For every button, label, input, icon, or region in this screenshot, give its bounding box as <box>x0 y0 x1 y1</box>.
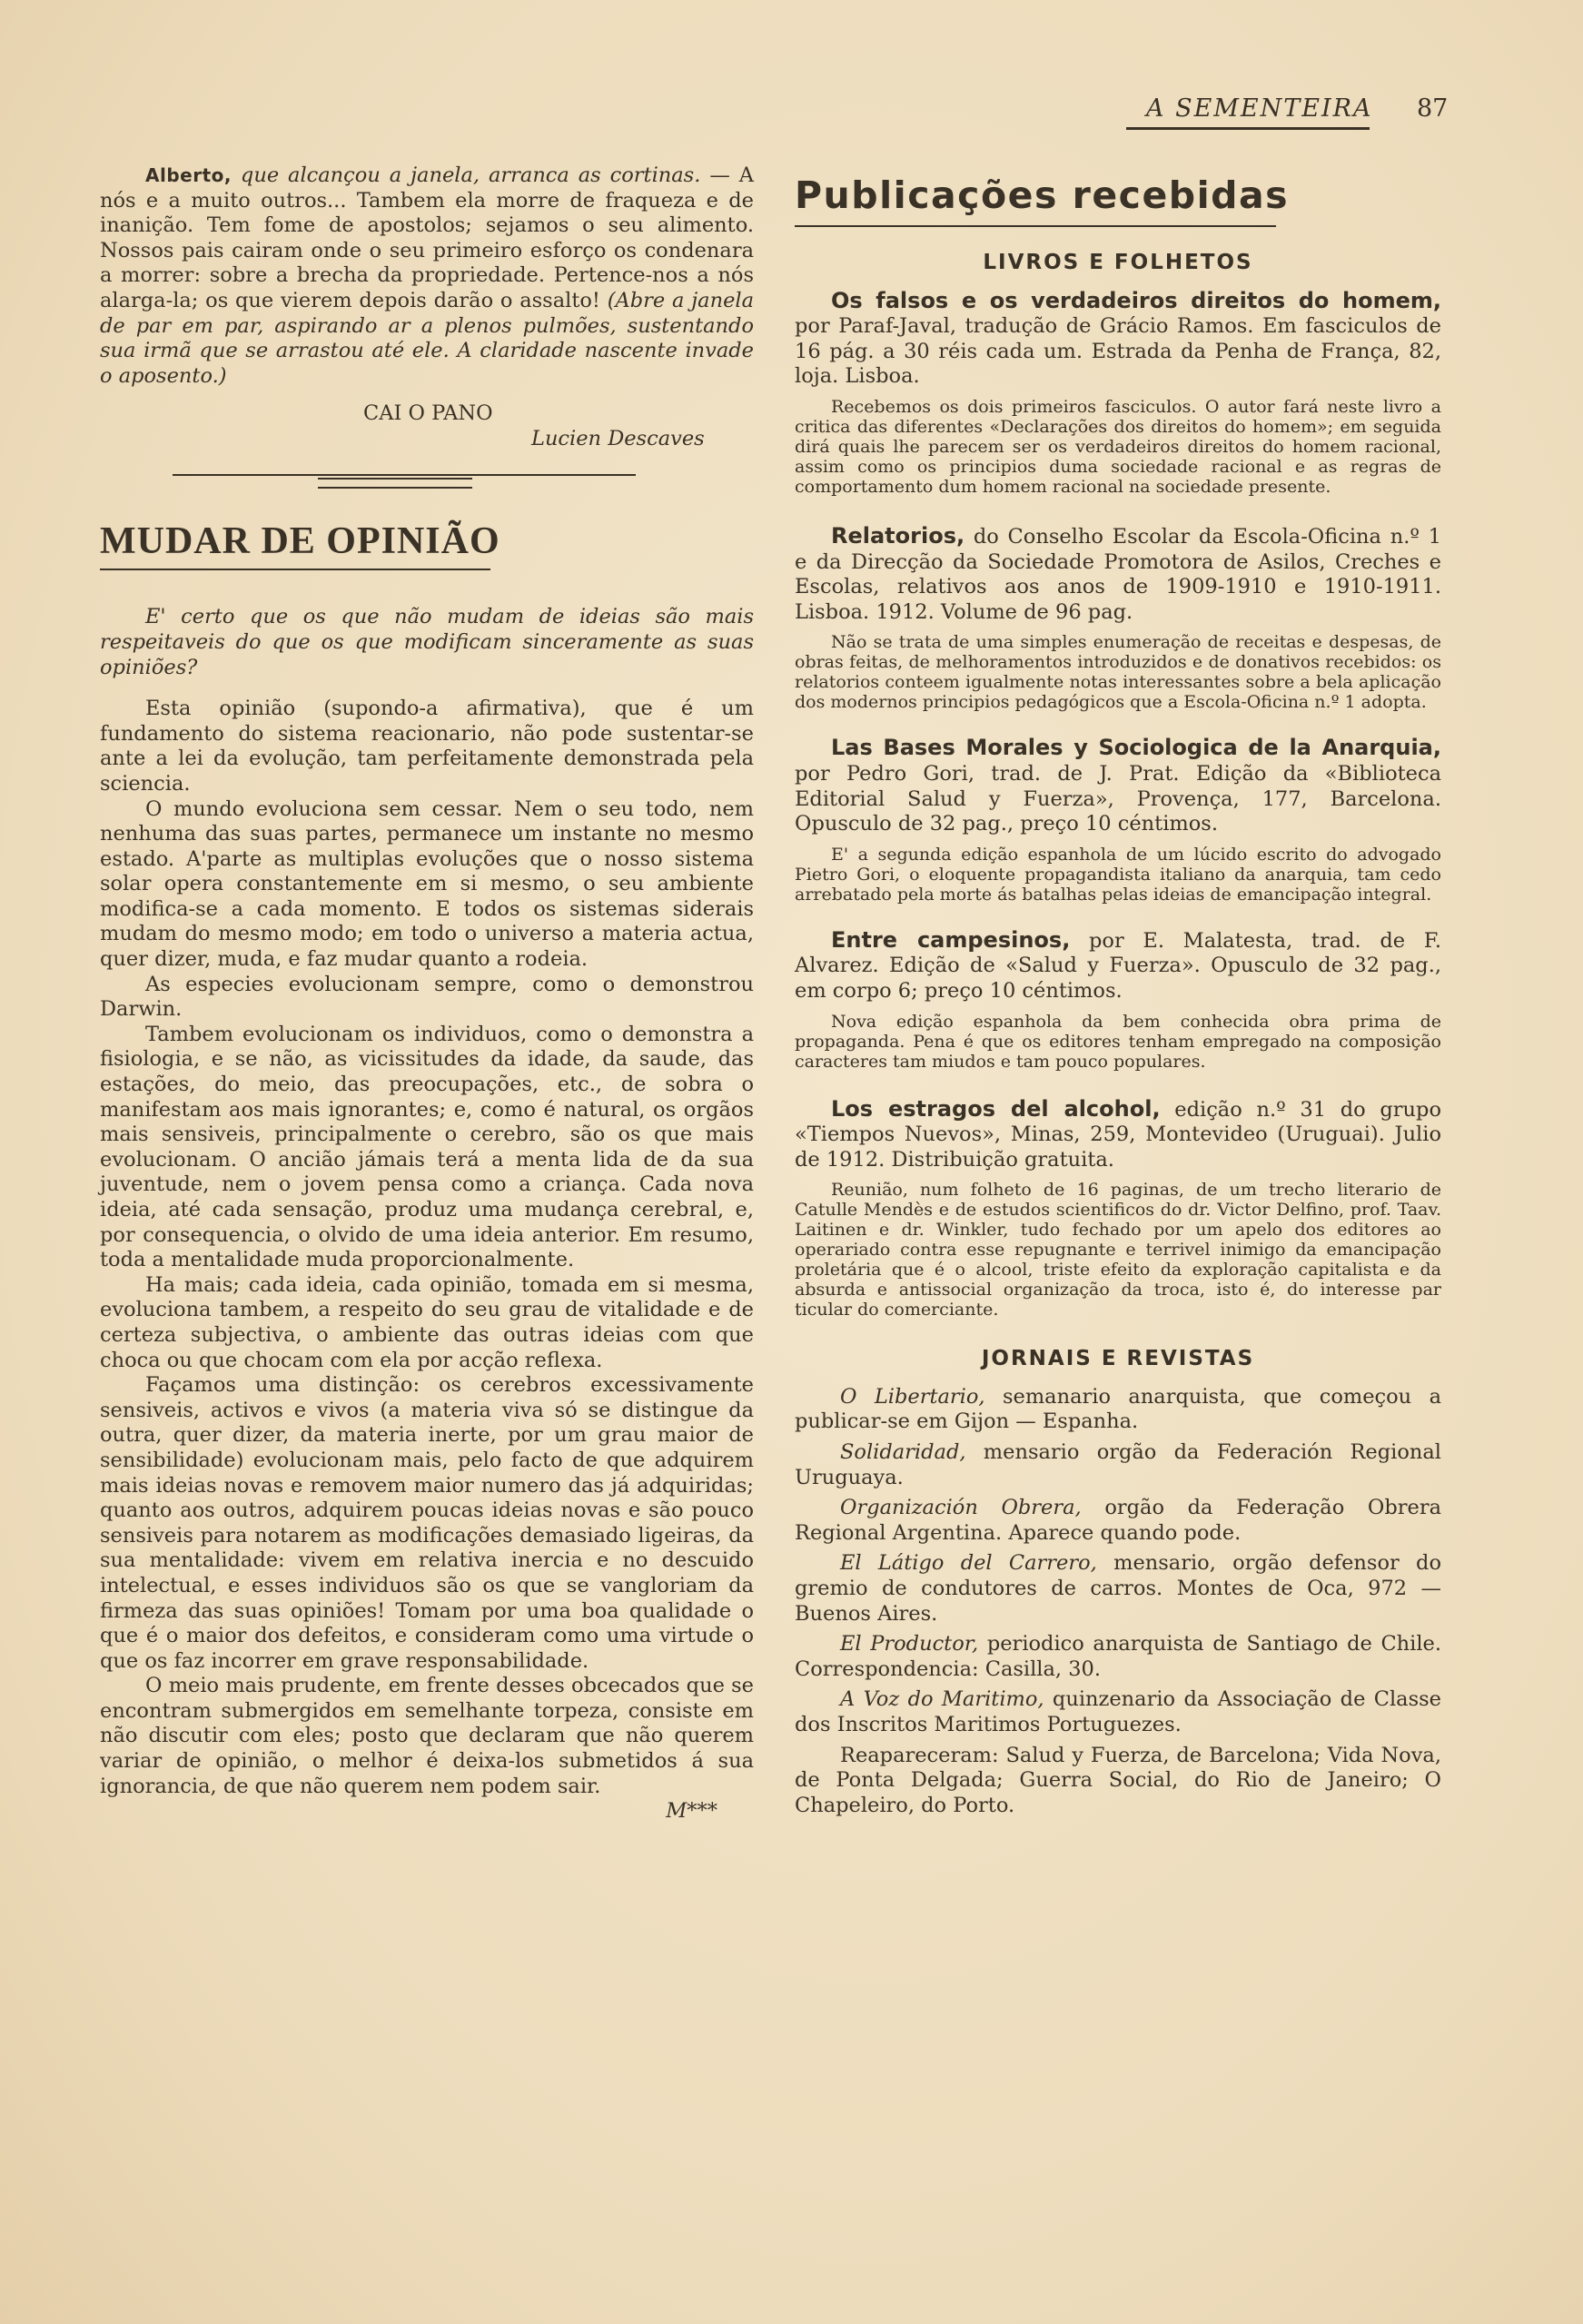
journal-item <box>795 1687 1441 1737</box>
paragraph: O mundo evoluciona sem cessar. Nem o seu todo, nem nenhuma das suas partes, permanece um instante no mesmo estado. A'parte as multiplas evoluções que o nosso sistema solar opera constantemente em si mesmo, o seu ambiente modifica-se a cada momento. E todos os sistemas siderais mudam do mesmo modo; em todo o universo a materia actua, quer dizer, muda, e faz mudar quanto a rodeia. <box>100 796 754 972</box>
entry-2 <box>795 736 1441 904</box>
curtain-falls: CAI O PANO <box>363 401 493 426</box>
journal-text: mensario, orgão defensor do gremio de condutores de carros. Montes de Oca, 972 — Buenos Aires. <box>795 1551 1441 1626</box>
article-title: MUDAR DE OPINIÃO <box>100 520 500 563</box>
page-number: 87 <box>1417 94 1449 123</box>
journal-name: A Voz do Maritimo, <box>840 1687 1044 1712</box>
paragraph: Façamos uma distinção: os cerebros excessivamente sensiveis, activos e vivos (a materia viva só se distingue da outra, quer dizer, da materia inerte, por um grau maior de sensibilidade) evolucionam mais, pelo facto de que adquirem mais ideias novas e removem maior numero das já adquiridas; quanto aos outros, adquirem poucas ideias novas e são pouco sensiveis para notarem as modificações demasiado ligeiras, da sua mentalidade: vivem em relativa inercia e no descuido intelectual, e esses individuos são os que se vangloriam da firmeza das suas opiniões! Tomam por uma boa qualidade o que é o maior dos defeitos, e consideram como uma virtude o que os faz incorrer em grave responsabilidade. <box>100 1373 754 1673</box>
reappeared-label: Reapareceram: <box>840 1743 999 1767</box>
journal-name: Organización Obrera, <box>840 1496 1082 1520</box>
journal-text: periodico anarquista de Santiago de Chile. Correspondencia: Casilla, 30. <box>795 1632 1442 1681</box>
running-head: A SEMENTEIRA <box>1146 94 1373 123</box>
header-rule <box>1126 127 1370 130</box>
journal-item <box>795 1496 1441 1546</box>
signature: M*** <box>666 1799 717 1824</box>
entry-note: Nova edição espanhola da bem conhecida obra prima de propaganda. Pena é que os editores tenham empregado na composição caracteres tam miudos e tam pouco populares. <box>795 1011 1441 1072</box>
reappeared-item <box>795 1744 1441 1819</box>
books-heading: LIVROS E FOLHETOS <box>983 251 1253 274</box>
entry-body: do Conselho Escolar da Escola-Oficina n.º 1 e da Direcção da Sociedade Promotora de Asilos, Creches e Escolas, relativos aos anos de 1909-1910 e 1910-1911. Lisboa. 1912. Volume de 96 pag. <box>795 524 1441 624</box>
play-ending <box>100 163 754 389</box>
journal-item <box>795 1632 1441 1682</box>
entry-note: Reunião, num folheto de 16 paginas, de um trecho literario de Catulle Mendès e de estudos scientificos do dr. Victor Delfino, prof. Taav. Laitinen e dr. Winkler, tudo fechado por um apelo dos editores ao operariado contra esse repugnante e terrivel inimigo da emancipação proletária que é o alcool, triste efeito da exploração capitalista e da absurda e antissocial organização da troca, isto é, do interesse par ticular do comerciante. <box>795 1180 1441 1320</box>
right-column <box>795 163 1441 1818</box>
character-name: Alberto, <box>145 164 232 186</box>
journal-name: El Látigo del Carrero, <box>840 1551 1097 1576</box>
entry-title: Entre campesinos, <box>831 926 1071 953</box>
journal-text: orgão da Federação Obrera Regional Argentina. Aparece quando pode. <box>795 1496 1441 1545</box>
journal-item <box>795 1385 1441 1435</box>
section-title: Publicações recebidas <box>795 173 1290 217</box>
stage-direction: que alcançou a janela, arranca as cortinas. <box>240 163 701 187</box>
entry-title: Os falsos e os verdadeiros direitos do homem, <box>831 287 1441 313</box>
entry-0 <box>795 289 1441 497</box>
entry-body: edição n.º 31 do grupo «Tiempos Nuevos», Minas, 259, Montevideo (Uruguai). Julio de 1912. Distribuição gratuita. <box>795 1097 1441 1172</box>
author-name: Lucien Descaves <box>531 427 705 451</box>
entry-title: Los estragos del alcohol, <box>831 1095 1161 1122</box>
entry-note: E' a segunda edição espanhola de um lúcido escrito do advogado Pietro Gori, o eloquente propagandista italiano da anarquia, tam cedo arrebatado pela morte ás batalhas pelas ideias de emancipação integral. <box>795 844 1441 905</box>
journal-text: mensario orgão da Federación Regional Uruguaya. <box>795 1440 1441 1489</box>
journal-name: O Libertario, <box>840 1384 985 1409</box>
reappeared-text: Salud y Fuerza, de Barcelona; Vida Nova, de Ponta Delgada; Guerra Social, do Rio de Janeiro; O Chapeleiro, do Porto. <box>795 1743 1441 1817</box>
play-closing <box>100 401 754 474</box>
journal-text: quinzenario da Associação de Classe dos Inscritos Maritimos Portuguezes. <box>795 1687 1441 1736</box>
entry-1 <box>795 524 1441 712</box>
entry-3 <box>795 928 1441 1072</box>
stage-direction-final: (Abre a janela de par em par, aspirando ar a plenos pulmões, sustentando sua irmã que se arrastou até ele. A claridade nascente invade o aposento.) <box>100 288 755 388</box>
section-divider <box>100 474 754 490</box>
lead-question: E' certo que os que não mudam de ideias são mais respeitaveis do que os que modificam sinceramente as suas opiniões? <box>100 605 754 679</box>
entry-title: Las Bases Morales y Sociologica de la Anarquia, <box>831 735 1441 761</box>
play-dialogue: — A nós e a muito outros... Tambem ela morre de fraqueza e de inanição. Tem fome de apostolos; sejamos o seu alimento. Nossos pais cairam onde o seu primeiro esforço os condenara a morrer: sobre a brecha da propriedade. Pertence-nos a nós alarga-la; os que vierem depois darão o assalto! <box>100 163 754 312</box>
journal-item <box>795 1551 1441 1627</box>
entry-body: por Pedro Gori, trad. de J. Prat. Edição da «Biblioteca Editorial Salud y Fuerza», Provença, 177, Barcelona. Opusculo de 32 pag., preço 10 céntimos. <box>795 761 1441 836</box>
entry-note: Não se trata de uma simples enumeração de receitas e despesas, de obras feitas, de melhoramentos introduzidos e de donativos recebidos: os relatorios conteem igualmente notas interessantes sobre a bela aplicação dos modernos principios pedagógicos que a Escola-Oficina n.º 1 adopta. <box>795 632 1441 713</box>
entry-body: por Paraf-Javal, tradução de Grácio Ramos. Em fasciculos de 16 pág. a 30 réis cada um. Estrada da Penha de França, 82, loja. Lisboa. <box>795 314 1441 389</box>
paragraph: As especies evolucionam sempre, como o demonstrou Darwin. <box>100 972 754 1022</box>
paragraph: Ha mais; cada ideia, cada opinião, tomada em si mesma, evoluciona tambem, a respeito do seu grau de vitalidade e de certeza subjectiva, o ambiente das outras ideias com que choca ou que chocam com ela por acção reflexa. <box>100 1272 754 1372</box>
entry-note: Recebemos os dois primeiros fasciculos. O autor fará neste livro a critica das diferentes «Declarações dos direitos do homem»; em seguida dirá quais lhe parecem ser os verdadeiros direitos do homem racional, assim como os principios duma sociedade racional e as regras de comportamento dum homem racional na sociedade presente. <box>795 396 1441 497</box>
paragraph: O meio mais prudente, em frente desses obcecados que se encontram submergidos em semelhante torpeza, consiste em não discutir com eles; posto que declaram que não querem variar de opinião, o melhor é deixa-los submetidos á sua ignorancia, de que não querem nem podem sair. <box>100 1674 754 1798</box>
paragraph: Esta opinião (supondo-a afirmativa), que é um fundamento do sistema reacionario, não pode sustentar-se ante a lei da evolução, tam perfeitamente demonstrada pela sciencia. <box>100 697 754 796</box>
journal-name: El Productor, <box>840 1632 979 1656</box>
entry-title: Relatorios, <box>831 522 965 549</box>
entry-body: por E. Malatesta, trad. de F. Alvarez. Edição de «Salud y Fuerza». Opusculo de 32 pag., em corpo 6; preço 10 céntimos. <box>795 928 1441 1003</box>
journal-item <box>795 1440 1441 1490</box>
left-column <box>100 163 754 1825</box>
journal-text: semanario anarquista, que começou a publicar-se em Gijon — Espanha. <box>795 1384 1441 1434</box>
journal-name: Solidaridad, <box>840 1440 966 1465</box>
journals-heading: JORNAIS E REVISTAS <box>981 1347 1255 1371</box>
entry-4 <box>795 1097 1441 1320</box>
paragraph: Tambem evolucionam os individuos, como o demonstra a fisiologia, e se não, as vicissitudes da idade, da saude, das estações, do meio, das preocupações, etc., de sobra o manifestam aos mais ignorantes; e, como é natural, os orgãos mais sensiveis, principalmente o cerebro, são os que mais evolucionam. O ancião jámais terá a menta lida de da sua juventude, nem o jovem pensa como a criança. Cada nova ideia, até cada sensação, produz uma mudança cerebral, e, por consequencia, o olvido de uma ideia anterior. Em resumo, toda a mentalidade muda proporcionalmente. <box>100 1022 754 1272</box>
